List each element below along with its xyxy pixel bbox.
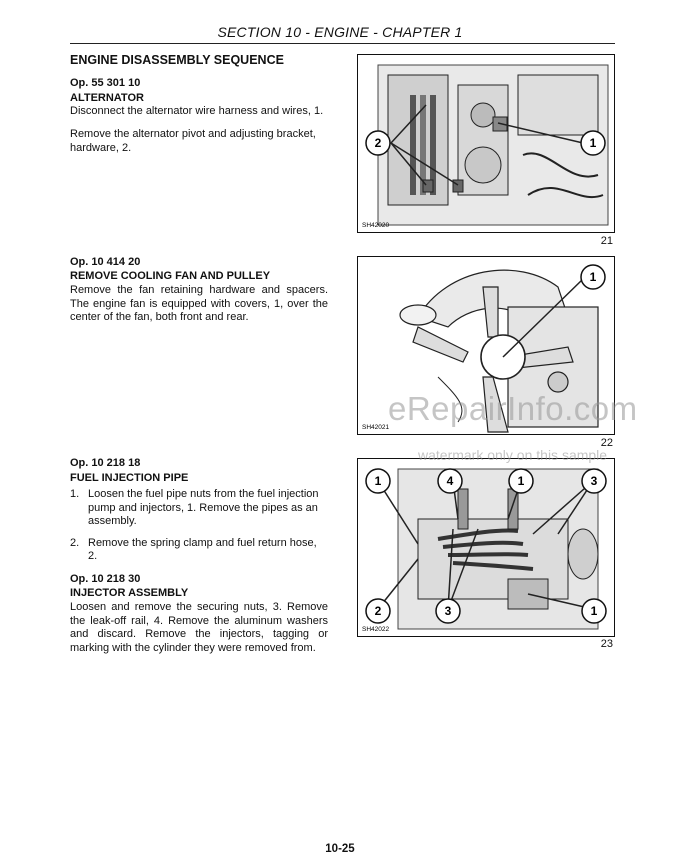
main-heading: ENGINE DISASSEMBLY SEQUENCE — [70, 53, 284, 67]
page-number: 10-25 — [325, 843, 355, 855]
figure-fuel-injection — [357, 458, 615, 637]
injection-illustration — [358, 459, 614, 636]
section-title-cooling-fan: REMOVE COOLING FAN AND PULLEY — [70, 270, 271, 282]
callout-1 — [581, 265, 605, 289]
op-code-fuel-injection: Op. 10 218 18 — [70, 457, 141, 469]
header-rule — [70, 43, 615, 44]
step-item — [70, 488, 328, 529]
page-header: SECTION 10 - ENGINE - CHAPTER 1 — [217, 24, 463, 40]
figure-number: 21 — [600, 235, 613, 247]
figure-number: 23 — [600, 638, 613, 650]
op-code-cooling-fan: Op. 10 414 20 — [70, 256, 141, 268]
figure-code: SH42021 — [362, 424, 390, 431]
callout-label: 4 — [446, 474, 454, 488]
section-title-fuel-injection: FUEL INJECTION PIPE — [70, 472, 189, 484]
op-code-injector: Op. 10 218 30 — [70, 573, 141, 585]
callout-label: 2 — [374, 136, 382, 150]
figure-code: SH42022 — [362, 626, 390, 633]
step-text: Remove the spring clamp and fuel return hose, 2. — [88, 536, 317, 562]
figure-alternator — [357, 54, 615, 233]
step-text: Loosen the fuel pipe nuts from the fuel injection pump and injectors, 1. Remove the pipes as an assembly. — [88, 488, 319, 527]
step-number: 2. — [70, 536, 80, 549]
callout-label: 3 — [444, 604, 452, 618]
figure-code: SH42020 — [362, 222, 390, 229]
section-title-injector: INJECTOR ASSEMBLY — [70, 587, 189, 599]
callout-label: 1 — [589, 136, 597, 150]
callout-1 — [509, 469, 533, 493]
callout-4 — [438, 469, 462, 493]
watermark-main: eRepairInfo.com — [388, 390, 638, 427]
callout-label: 1 — [374, 474, 382, 488]
alternator-para-2: Remove the alternator pivot and adjusting bracket, hardware, 2. — [70, 128, 316, 154]
injector-para: Loosen and remove the securing nuts, 3. Remove the leak-off rail, 4. Remove the aluminum washers and discard. Remove the injectors, tagging or marking with the cylinder they were removed from. — [70, 601, 328, 654]
callout-1 — [366, 469, 390, 493]
step-number: 1. — [70, 488, 80, 500]
step-item — [70, 537, 328, 564]
callout-label: 2 — [374, 604, 382, 618]
callout-1 — [582, 599, 606, 623]
callout-3 — [436, 599, 460, 623]
op-code-alternator: Op. 55 301 10 — [70, 77, 141, 89]
watermark-sub: watermark only on this sample — [418, 447, 608, 463]
callout-label: 1 — [589, 270, 597, 284]
fuel-injection-steps — [70, 488, 328, 572]
cooling-fan-para: Remove the fan retaining hardware and spacers. The engine fan is equipped with covers, 1, over the center of the fan, both front and rear. — [70, 284, 328, 323]
figure-number: 22 — [600, 437, 613, 449]
callout-label: 1 — [517, 474, 525, 488]
callout-2 — [366, 131, 390, 155]
alternator-illustration — [358, 55, 614, 232]
callout-3 — [582, 469, 606, 493]
callout-1 — [581, 131, 605, 155]
callout-label: 3 — [590, 474, 598, 488]
section-title-alternator: ALTERNATOR — [70, 92, 144, 104]
alternator-para-1: Disconnect the alternator wire harness and wires, 1. — [70, 105, 324, 117]
callout-label: 1 — [590, 604, 598, 618]
callout-2 — [366, 599, 390, 623]
